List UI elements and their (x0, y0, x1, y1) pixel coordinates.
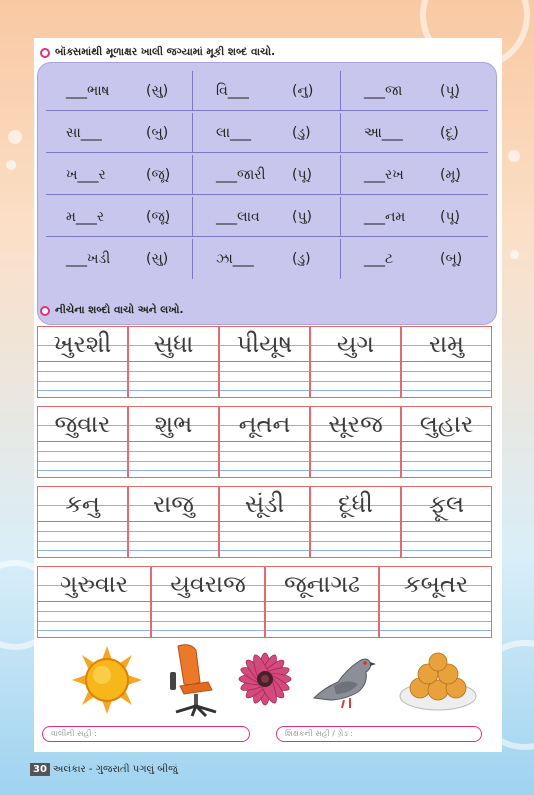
sun-icon (72, 646, 142, 714)
fill-word: ___જારી (216, 167, 266, 183)
fill-hint: (ડુ) (292, 125, 311, 141)
divider (192, 155, 193, 194)
divider (340, 113, 341, 152)
fill-blank-box (37, 62, 497, 325)
fill-word: ___ખડી (66, 251, 111, 267)
practice-word: જૂનાગઢ (284, 570, 360, 598)
divider (192, 71, 193, 110)
fill-row (46, 239, 488, 279)
practice-word: સૂંડી (244, 490, 285, 518)
practice-word: પીયૂષ (236, 330, 293, 358)
parent-signature-label: વાલીની સહી : (51, 729, 97, 738)
fill-hint: (પૂ) (292, 167, 313, 183)
instruction-text: નીચેના શબ્દો વાચો અને લખો. (55, 304, 184, 316)
writing-row (37, 566, 492, 638)
page-footer (30, 763, 178, 776)
practice-word: સૂરજ (328, 410, 383, 438)
fill-hint: (જૂ) (146, 209, 171, 225)
fill-word: ___રખ (364, 167, 404, 183)
practice-word: ફૂલ (428, 490, 465, 518)
fill-word: ___ટ (364, 251, 394, 267)
fill-word: ___નમ (364, 209, 406, 225)
fill-hint: (બુ) (146, 125, 169, 141)
fill-word: ___જા (364, 83, 403, 99)
parent-signature-field[interactable] (42, 726, 250, 742)
exercise1-instruction (40, 46, 275, 59)
practice-word: ગુરુવાર (59, 570, 129, 598)
fill-hint: (જૂ) (146, 167, 171, 183)
practice-word: યુવરાજ (170, 570, 246, 598)
fill-hint: (સુ) (146, 251, 169, 267)
teacher-signature-field[interactable] (276, 726, 482, 742)
bg-dot (510, 250, 519, 259)
bullet-icon (40, 306, 50, 316)
flower-icon (234, 648, 296, 710)
fill-hint: (પૂ) (440, 209, 461, 225)
practice-word: રામુ (428, 330, 465, 358)
fill-row (46, 71, 488, 111)
fill-word: ખ___ર (66, 167, 106, 183)
fill-word: વિ___ (216, 83, 249, 99)
practice-word: કનુ (65, 490, 100, 518)
divider (192, 239, 193, 279)
fill-hint: (પુ) (292, 209, 313, 225)
fill-hint: (સુ) (146, 83, 169, 99)
bullet-icon (40, 48, 50, 58)
practice-word: રાજુ (153, 490, 194, 518)
fill-word: લા___ (216, 125, 252, 141)
practice-word: કબૂતર (403, 570, 469, 598)
fill-word: સા___ (66, 125, 102, 141)
divider (340, 197, 341, 236)
fill-word: ___લાવ (216, 209, 260, 225)
fill-row (46, 197, 488, 237)
fill-hint: (બૂ) (440, 251, 463, 267)
page-number: 30 (30, 763, 50, 776)
fill-hint: (પૂ) (440, 83, 461, 99)
divider (192, 113, 193, 152)
divider (340, 155, 341, 194)
practice-word: દૂધી (338, 490, 373, 518)
bg-dot (508, 150, 520, 162)
pigeon-icon (310, 648, 380, 710)
fill-word: ___ભાષ (66, 83, 110, 99)
fill-word: આ___ (364, 125, 403, 141)
fill-hint: (ડુ) (292, 251, 311, 267)
writing-row (37, 406, 492, 478)
practice-word: લુહાર (419, 410, 474, 438)
fill-hint: (દૂ) (440, 125, 459, 141)
bg-dot (6, 160, 16, 170)
divider (340, 239, 341, 279)
exercise2-instruction (40, 304, 183, 317)
divider (340, 71, 341, 110)
bg-dot (8, 130, 22, 144)
fill-word: ઝા___ (216, 251, 254, 267)
fill-word: મ___ર (66, 209, 105, 225)
fill-row (46, 155, 488, 195)
practice-word: સુધા (153, 330, 194, 358)
fill-hint: (નુ) (292, 83, 314, 99)
writing-row (37, 486, 492, 558)
instruction-text: બૉક્સમાંથી મૂળાક્ષર ખાલી જગ્યામાં મૂકી શબ્દ વાચો. (55, 46, 276, 58)
book-title: અલંકાર - ગુજરાતી પગલું બીજું (52, 764, 178, 775)
writing-row (37, 326, 492, 398)
fill-hint: (મૂ) (440, 167, 461, 183)
divider (192, 197, 193, 236)
worksheet-card (34, 38, 502, 752)
fill-row (46, 113, 488, 153)
laddoo-plate-icon (398, 650, 478, 712)
practice-word: નૂતન (238, 410, 291, 438)
practice-word: યુગ (336, 330, 375, 358)
office-chair-icon (162, 642, 222, 718)
practice-word: ખુરશી (53, 330, 112, 358)
teacher-signature-label: શિક્ષકની સહી / ગ્રેડ : (285, 729, 353, 738)
practice-word: જુવાર (54, 410, 111, 438)
practice-word: શુભ (154, 410, 193, 438)
